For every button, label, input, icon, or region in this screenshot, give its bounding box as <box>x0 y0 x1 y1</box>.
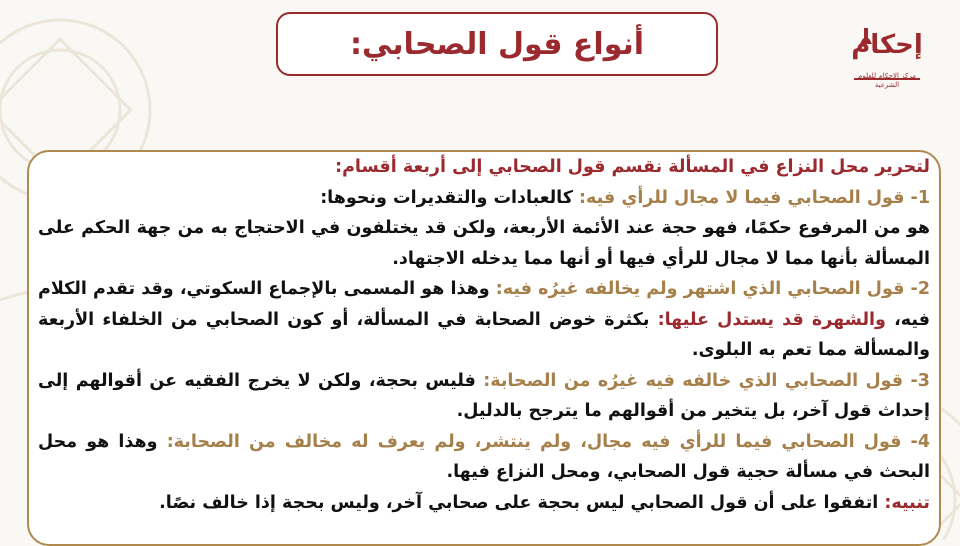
item-4-text: وهذا هو محل البحث في مسألة حجية قول الصحابي، ومحل النزاع فيها. <box>38 431 930 482</box>
intro-text: لتحرير محل النزاع في المسألة نقسم قول الصحابي إلى أربعة أقسام: <box>335 157 930 177</box>
item-1-heading-line <box>38 183 930 214</box>
item-3 <box>38 366 930 427</box>
item-2-text-2: بكثرة خوض الصحابة في المسألة، أو كون الصحابي من الخلفاء الأربعة والمسألة مما تعم به البلوى. <box>38 309 930 360</box>
item-2 <box>38 274 930 366</box>
item-2-heading: 2- قول الصحابي الذي اشتهر ولم يخالفه غيرُه فيه: <box>495 279 930 299</box>
note-text: اتفقوا على أن قول الصحابي ليس بحجة على صحابي آخر، وليس بحجة إذا خالف نصًا. <box>159 492 885 513</box>
note <box>38 488 930 519</box>
title-box <box>276 12 718 76</box>
item-3-text: فليس بحجة، ولكن لا يخرج الفقيه عن أقوالهم إلى إحداث قول آخر، بل يتخير من أقوالهم ما يترجح بالدليل. <box>38 370 930 421</box>
item-4 <box>38 427 930 488</box>
item-4-heading: 4- قول الصحابي فيما للرأي فيه مجال، ولم ينتشر، ولم يعرف له مخالف من الصحابة: <box>166 431 931 452</box>
item-2-highlight: والشهرة قد يستدل عليها: <box>657 309 886 330</box>
item-1-tail: كالعبادات والتقديرات ونحوها: <box>320 187 580 208</box>
item-1-body: هو من المرفوع حكمًا، فهو حجة عند الأئمة الأربعة، ولكن قد يختلفون في الاحتجاج به من جهة الحكم على المسألة بأنها مما لا مجال للرأي فيها أو أنها مما يدخله الاجتهاد. <box>38 218 930 269</box>
note-label: تنبيه: <box>884 492 930 513</box>
logo-name: إحكام <box>851 30 923 60</box>
item-2-text-1: وهذا هو المسمى بالإجماع السكوتي، وقد تقدم الكلام فيه، <box>38 279 930 330</box>
item-1-heading: 1- قول الصحابي فيما لا مجال للرأي فيه: <box>579 187 930 208</box>
content <box>38 152 930 518</box>
item-3-heading: 3- قول الصحابي الذي خالفه فيه غيرُه من الصحابة: <box>483 370 930 391</box>
logo-subtitle: مركز الإحكام للعلوم الشرعية <box>858 72 916 89</box>
slide-title: أنواع قول الصحابي: <box>349 26 645 62</box>
